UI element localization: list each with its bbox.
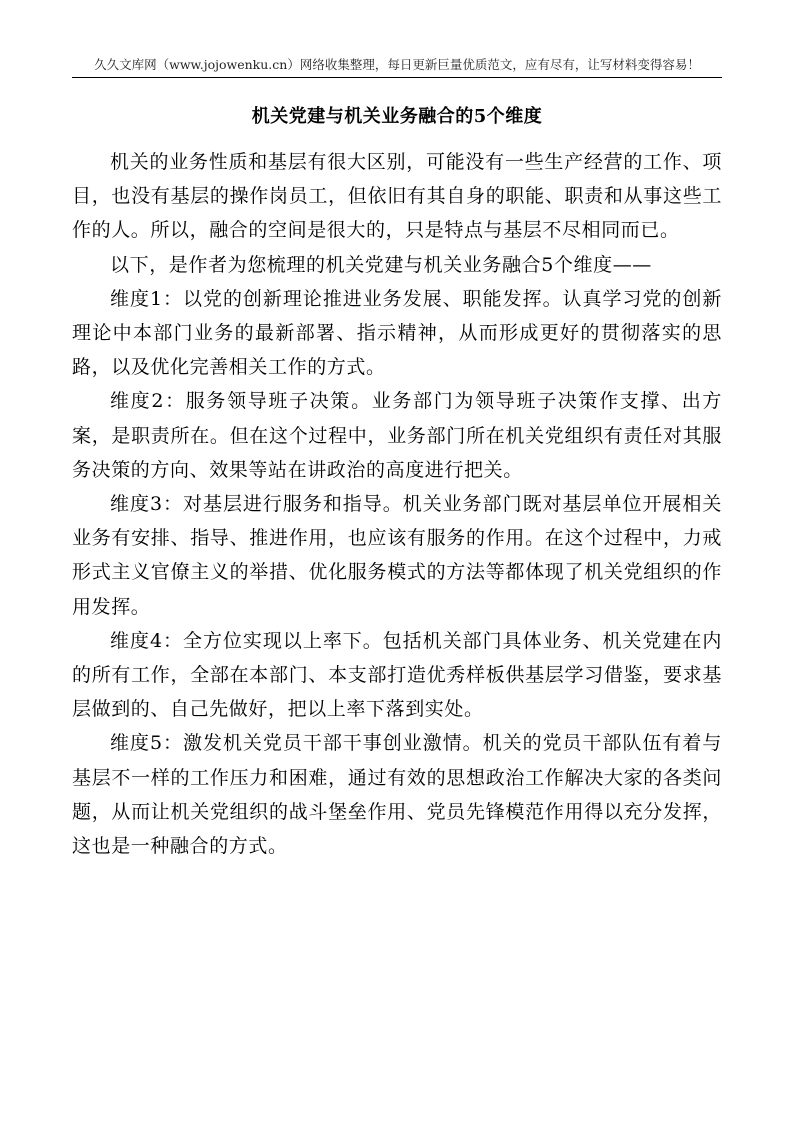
page-header: 久久文库网（www.jojowenku.cn）网络收集整理，每日更新巨量优质范文，应有尽有，让写材料变得容易！: [94, 57, 700, 72]
dimension-4-paragraph: 维度4：全方位实现以上率下。包括机关部门具体业务、机关党建在内的所有工作，全部在本部门、本支部打造优秀样板供基层学习借鉴，要求基层做到的、自己先做好，把以上率下落到实处。: [72, 629, 722, 721]
dimension-1-paragraph: 维度1：以党的创新理论推进业务发展、职能发挥。认真学习党的创新理论中本部门业务的最新部署、指示精神，从而形成更好的贯彻落实的思路，以及优化完善相关工作的方式。: [72, 287, 722, 379]
dimension-3-paragraph: 维度3：对基层进行服务和指导。机关业务部门既对基层单位开展相关业务有安排、指导、推进作用，也应该有服务的作用。在这个过程中，力戒形式主义官僚主义的举措、优化服务模式的方法等都体现了机关党组织的作用发挥。: [72, 493, 722, 618]
dimension-5-paragraph: 维度5：激发机关党员干部干事创业激情。机关的党员干部队伍有着与基层不一样的工作压力和困难，通过有效的思想政治工作解决大家的各类问题，从而让机关党组织的战斗堡垒作用、党员先锋模范作用得以充分发挥，这也是一种融合的方式。: [72, 732, 722, 858]
lead-in-paragraph: 以下，是作者为您梳理的机关党建与机关业务融合5个维度——: [110, 253, 652, 276]
header-divider: [72, 77, 722, 78]
document-body: [72, 145, 722, 863]
intro-paragraph: 机关的业务性质和基层有很大区别，可能没有一些生产经营的工作、项目，也没有基层的操作岗员工，但依旧有其自身的职能、职责和从事这些工作的人。所以，融合的空间是很大的，只是特点与基层不尽相同而已。: [72, 151, 722, 242]
dimension-2-paragraph: 维度2：服务领导班子决策。业务部门为领导班子决策作支撑、出方案，是职责所在。但在这个过程中，业务部门所在机关党组织有责任对其服务决策的方向、效果等站在讲政治的高度进行把关。: [72, 390, 722, 481]
document-title: 机关党建与机关业务融合的5个维度: [251, 106, 543, 127]
